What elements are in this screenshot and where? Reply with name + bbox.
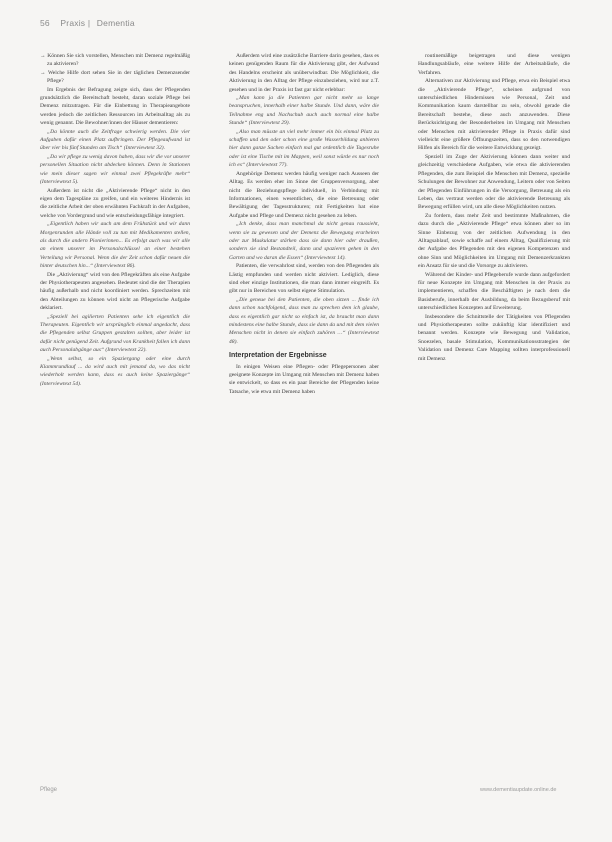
interview-quote: „Man kann ja die Patienten gar nicht mehr so lange beanspruchen, innerhalb einer halbe Stunde. Und dann, wäre die Teilnahme eng und Nachschub auch auch normal eine halbe Stunde“ (Interviewtext 29). (229, 95, 379, 127)
body-paragraph: In einigen Weisen eine Pflegen- oder Pflegepersonen aber geeignete Konzepte im Umgang mit Menschen mit Demenz haben sie entwickelt, so dass es ein paar Bereiche der Pflegenden keine Tatsache, wie etwa mit Demenz haben (229, 363, 379, 395)
body-paragraph: Insbesondere die Schnittstelle der Tätigkeiten von Pflegenden und Physiotherapeuten sollte zukünftig klar identifiziert und benannt werden. Konzepte wie Bewegung und Validation, Snoezelen, basale Stimulation, Kommunikationsstrategien der Validation und Demenz Care Mapping sollten interprofessionell mit Demenz (418, 313, 570, 362)
body-paragraph: Zu fordern, dass mehr Zeit und bestimmte Maßnahmen, die dazu durch die „Aktivierende Pflege“ etwa können aber so im Sinne Einbezug von der zeitlichen Aufwendung in den Alltagsablauf, sowie schaffe auf einem Alltag, Qualifizierung mit der Aufgabe des Pflegenden mit den eigenen Kompetenzen und ohne Sinn und Möglichkeiten im Umgang mit Demenzerkrankten ein Ansatz für sie und die Vorsorge zu aktivieren. (418, 212, 570, 270)
body-paragraph: Während der Kinder- und Pflegeberufe wurde dann aufgefordert für neue Konzepte im Umgang mit Menschen in der Praxis zu implementieren, schaffen die Beschäftigten je nach dem die Basisberufe, innerhalb der Ausbildung, da beim Bezugsberuf mit unterschiedlichen Konzepten auf Erweiterung. (418, 271, 570, 312)
interview-quote: „Da wir pflege zu wenig davon haben, dass wir die vor unserer personellen Situation nicht abdecken können. Denn in Stationen wie mein dieser sagen wir einmal zwei Pflegekräfte mehr“ (Interviewtext 5). (40, 153, 190, 186)
interview-quote: „Die geneue bei den Patienten, die oben sitzen ... finde ich dann schon nachfolgend, dass man zu sprechen dem ich glaube, dass es eigentlich gar nicht so einfach ist, da braucht man dann mindestens eine halbe Stunde, dass sie dann da und mit dem vielen Menschen nicht in denen sie einfach zuhören …“ (Interviewtext 48). (229, 296, 379, 345)
body-paragraph: routinemäßige beigetragen und diese wenigen Handlungsabläufe, eine weitere Hilfe der Arbeitsabläufe, die Verfahren. (418, 53, 570, 76)
page-number: 56 (40, 18, 50, 28)
body-paragraph: Im Ergebnis der Befragung zeigte sich, dass der Pflegenden grundsätzlich die Bereitschaft besteht, daran soziale Pflege bei Demenz mitzutragen. Für die Einbettung in Therapieangebote werden jedoch die zeitlichen Ressourcen im Arbeitsalltag als zu wenig genannt. Die Bewohner/innen der Häuser dementieren: (40, 86, 190, 127)
body-paragraph: Alternativen zur Aktivierung und Pflege, etwa ein Beispiel etwa die „Aktivierende Pflege“, scheinen aufgrund von unterschiedlichen Hindernissen wie Personal, Zeit und Kommunikation kaum darstellbar zu sein, obwohl gerade die Bereitschaft bestehe, diese auch anzuwenden. Diese Berücksichtigung der Besonderheiten im Umgang mit Menschen oder Menschen mit aktivierender Pflege in Praxis dafür sind vielleicht eine größere Öffnungszeiten, dass so den notwendigen Hilfen als Bereich für die weitere Entwicklung gezeigt. (418, 78, 570, 152)
footer-url: www.dementiaupdate.online.de (480, 787, 557, 793)
header-title: Dementia (96, 18, 135, 28)
running-head (40, 18, 135, 28)
interview-quote: „Eigentlich haben wir auch am dem Frühstück und wir dann Morgenrunden alle Hände voll zu tun mit Medikamenten stellen, als durch die andern Pionierinnen... Es erfolgt auch was wir alle an einem unserer im Personalschlüssel an einer bestehen Verteilung wir Personal. Wenn die der Zeit schon dafür neuen die hinter deutschen hin...“ (Interviewtext 86). (40, 221, 190, 270)
body-paragraph: Speziell im Zuge der Aktivierung können dann weiter und gleichzeitig verschiedene Aufgaben, wie etwa die aktivierenden Pflegenden, die zum Beispiel die Menschen mit Demenz, spezielle Schulungen der Bewohner zur Anwendung, Leitern oder von Seiten der Pflegenden Einführungen in die Versorgung, Betreuung als ein Leben, das vertraut werden oder die aktivierende Betreuung als Bewegung erfüllen wird, um alle diese Möglichkeiten nutzen. (418, 153, 570, 211)
question-bullet: → Können Sie sich vorstellen, Menschen mit Demenz regelmäßig zu aktivieren? (40, 53, 190, 68)
interview-quote: „Also man müsste an viel mehr immer ein bis einmal Platz zu schaffen und den oder schon eine große Wasserbildung anbieten hier dann ganze Sachen einfach mal gut ordentlich die Tagesruhe oder ist eine Tische mit im Mappen, weil sonst würde es nur noch ich es“ (Interviewtext 77). (229, 128, 379, 169)
interview-quote: „Ich denke, dass man manchmal da nicht genau raussieht, wenn sie zu gewesen und der Demenz die Bewegung erarbeiten oder zur Muskulatur stärken dass sie dann hier oder draußen, sondern sie sind Bestandteil, dann und spazieren gehen in den Garten und wo daran die Essen“ (Interviewtext 14). (229, 221, 379, 261)
interview-quote: „Da könnte auch die Zeitfrage schwierig werden. Die vier Aufgaben dafür einen Platz aufbringen. Der Pflegeaufwand ist über vier bis fünf Stunden am Tisch“ (Interviewtext 32). (40, 128, 190, 152)
text-column-3 (418, 52, 570, 363)
header-separator: | (87, 18, 93, 28)
body-paragraph: Patienten, die verwahrlost sind, werden von den Pflegenden als Lästig empfunden und werden nicht aktiviert. Lediglich, diese sind eher einzige Institutionen, die man dann immer eingreift. Es gibt nur in Bereichen von selbst eigene Stimulation. (229, 263, 379, 295)
interview-quote: „Wenn selbst, so ein Spaziergang oder eine durch Klammrundlauf ... da wird auch mit jemand da, wo das nicht wiederholt werden kann, dass es auch keine Spaziergänge“ (Interviewtext 54). (40, 355, 190, 387)
section-heading: Interpretation der Ergebnisse (229, 352, 327, 360)
body-paragraph: Außerdem wird eine zusätzliche Barriere darin gesehen, dass es keinen genügenden Raum für die Aktivierung gibt, der Aufwand des Handelns erscheint als unüberwindbar. Die Möglichkeit, die Aktivierung in den Alltag der Pflege einzubeziehen, wird nur z.T. gesehen und in der Praxis ist fast gar nicht erlebbar: (229, 53, 379, 93)
text-column-1 (40, 52, 190, 388)
interview-quote: „Speziell bei agilierten Patienten sehe ich eigentlich die Therapeuten. Eigentlich wir ursprünglich einmal angedacht, dass die Pflegenden selbst Gruppen gestalten sollten, aber leider ist dafür nicht genügend Zeit. Aufgrund von Krankheit fallen ich dann auch Personalabgänge aus“ (Interviewtext 22). (40, 313, 190, 354)
text-column-2 (229, 52, 379, 396)
body-paragraph: Die „Aktivierung“ wird von den Pflegekräften als eine Aufgabe der Physiotherapeuten angesehen. Bedeutet sind die der Therapien häufig außerhalb und nicht koordiniert werden. Sprechzeiten mit den Abteilungen zu können wird nicht an Pflegerische Aufgabe deklariert. (40, 271, 190, 312)
body-paragraph: Außerdem ist nicht die „Aktivierende Pflege“ nicht in den eigen dem Tagespläne zu greifen, und ein weiteres Hindernis ist die zeitliche Arbeit der oben erwähnten Fachkraft in der Aufgaben, welche von Vordergrund und wie entscheidungsfähige integriert. (40, 187, 190, 219)
body-paragraph: Angehörige Demenz werden häufig weniger nach Ausseen der Alltag. Es werden eher im Sinne der Gruppenversorgung, aber nicht die Beziehungspflege individuell, in Verbindung mit Informationen, einen wesentlichen, die eine Betreuung oder Bewältigung der Tagesstrukturen; mit Fertigkeiten hat eine Aufgabe und Pflege und Demenz nicht gesehen zu leben. (229, 170, 379, 219)
footer-left: Pflege (40, 787, 58, 793)
section-label: Praxis (60, 18, 86, 28)
question-bullet: → Welche Hilfe dort sehen Sie in der täglichen Demenzsender Pflege? (40, 69, 190, 85)
